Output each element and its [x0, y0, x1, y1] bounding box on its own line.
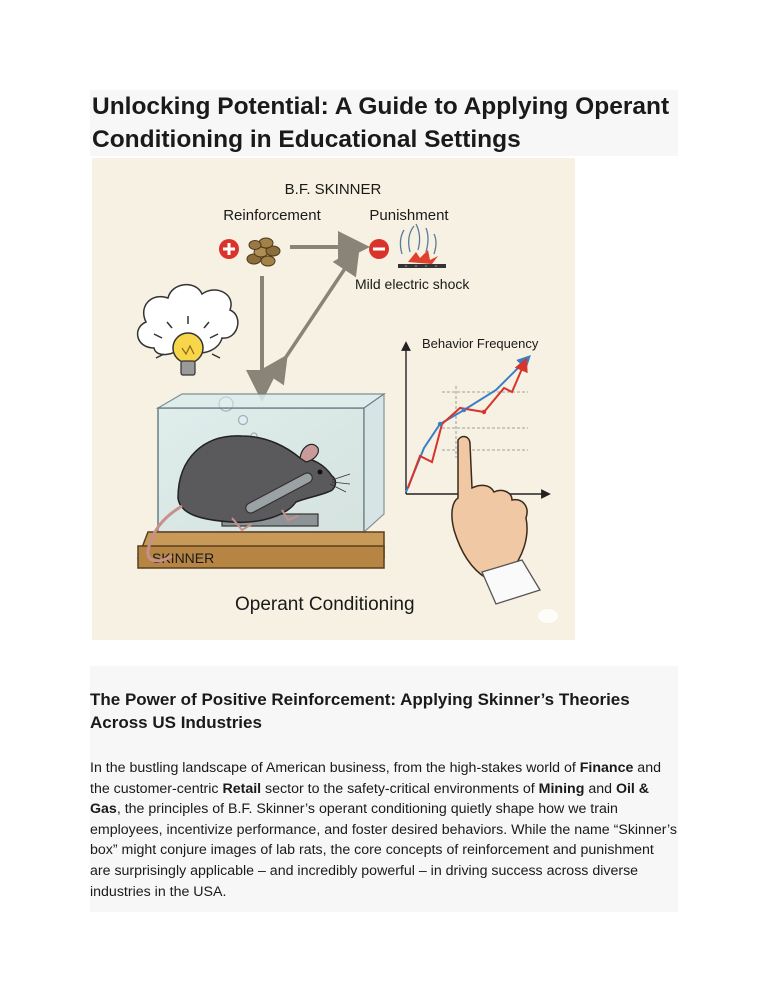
- punishment-label: Punishment: [369, 207, 449, 224]
- shock-label: Mild electric shock: [355, 276, 470, 292]
- section-paragraph: In the bustling landscape of American business, from the high-stakes world of Finance and the customer-centric Retail sector to the safety-critical environments of Mining and Oil & Gas, the principles of B.F. Skinner’s operant conditioning quietly shape how we train employees, incentivize performance, and foster desired behaviors. While the name “Skinner’s box” might conjure images of lab rats, the core concepts of reinforcement and punishment are surprisingly applicable – and incredibly powerful – in driving success across diverse industries in the USA.: [90, 760, 677, 900]
- minus-icon: [369, 239, 389, 259]
- behavior-graph: [406, 346, 546, 494]
- bold-mining: Mining: [538, 780, 585, 797]
- section-heading: The Power of Positive Reinforcement: Applying Skinner’s Theories Across US Industries: [90, 690, 630, 732]
- graph-label: Behavior Frequency: [422, 336, 539, 351]
- title-block: [90, 90, 678, 156]
- article-section: [90, 666, 678, 912]
- reinforcement-label: Reinforcement: [223, 207, 321, 224]
- page-title: Unlocking Potential: A Guide to Applying Operant Conditioning in Educational Settings: [92, 93, 670, 153]
- illustration-caption: Operant Conditioning: [235, 594, 415, 615]
- bold-retail: Retail: [222, 780, 262, 797]
- watermark-icon: [538, 609, 558, 623]
- coins-icon: [247, 238, 280, 266]
- electric-shock-icon: [398, 224, 446, 268]
- bold-oil-gas: Oil & Gas: [90, 780, 650, 818]
- box-label: SKINNER: [152, 550, 215, 566]
- skinner-illustration: [92, 158, 575, 640]
- plus-icon: [219, 239, 239, 259]
- diagonal-arrow: [280, 258, 352, 366]
- pointing-hand: [452, 437, 540, 604]
- illustration-heading: B.F. SKINNER: [284, 181, 382, 198]
- bold-finance: Finance: [579, 760, 634, 776]
